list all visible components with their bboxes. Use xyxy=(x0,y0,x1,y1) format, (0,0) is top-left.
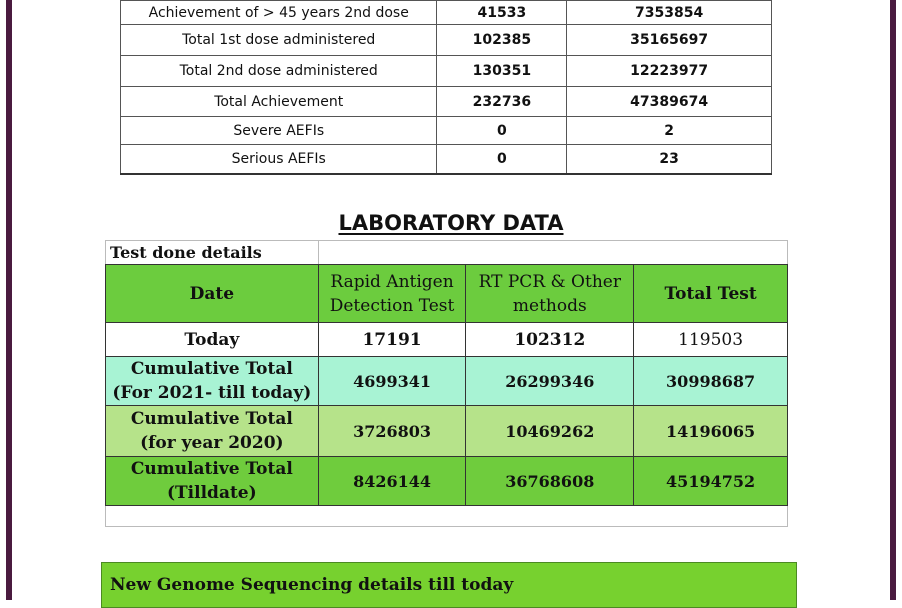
laboratory-data-title: LABORATORY DATA xyxy=(338,211,564,235)
header-total-test: Total Test xyxy=(634,265,788,323)
row-label-line1: Cumulative Total xyxy=(130,409,293,429)
table-row xyxy=(121,87,772,117)
table-row xyxy=(106,357,788,406)
table-row xyxy=(121,56,772,87)
row-label-line2: (for year 2020) xyxy=(140,433,284,453)
row-label: Severe AEFIs xyxy=(121,117,437,145)
today-value: 41533 xyxy=(437,1,567,25)
table-row xyxy=(121,1,772,25)
row-label xyxy=(106,406,319,457)
table-caption-row xyxy=(106,241,788,265)
cumulative-value: 7353854 xyxy=(567,1,772,25)
row-label: Total Achievement xyxy=(121,87,437,117)
total-value: 119503 xyxy=(634,323,788,357)
table-row xyxy=(121,117,772,145)
header-rapid-antigen: Rapid Antigen Detection Test xyxy=(318,265,466,323)
today-value: 130351 xyxy=(437,56,567,87)
total-value: 14196065 xyxy=(634,406,788,457)
rapid-value: 8426144 xyxy=(318,457,466,506)
row-label-line2: (Tilldate) xyxy=(166,483,257,503)
cumulative-value: 23 xyxy=(567,145,772,174)
row-label: Total 1st dose administered xyxy=(121,25,437,56)
row-label: Achievement of > 45 years 2nd dose xyxy=(121,1,437,25)
cumulative-value: 47389674 xyxy=(567,87,772,117)
rapid-value: 17191 xyxy=(318,323,466,357)
row-label xyxy=(106,357,319,406)
cumulative-value: 12223977 xyxy=(567,56,772,87)
page-border-left xyxy=(6,0,12,600)
header-date: Date xyxy=(106,265,319,323)
vaccination-table xyxy=(120,0,772,175)
total-value: 30998687 xyxy=(634,357,788,406)
row-label: Serious AEFIs xyxy=(121,145,437,174)
rtpcr-value: 102312 xyxy=(466,323,634,357)
table-row xyxy=(106,323,788,357)
today-value: 102385 xyxy=(437,25,567,56)
genome-sequencing-header: New Genome Sequencing details till today xyxy=(101,562,797,608)
table-row xyxy=(106,457,788,506)
rtpcr-value: 36768608 xyxy=(466,457,634,506)
rapid-value: 4699341 xyxy=(318,357,466,406)
table-row xyxy=(121,145,772,174)
test-done-details-caption: Test done details xyxy=(106,241,319,265)
rtpcr-value: 10469262 xyxy=(466,406,634,457)
row-label-line1: Cumulative Total xyxy=(130,459,293,479)
header-rt-pcr: RT PCR & Other methods xyxy=(466,265,634,323)
row-label: Total 2nd dose administered xyxy=(121,56,437,87)
table-row xyxy=(106,406,788,457)
rapid-value: 3726803 xyxy=(318,406,466,457)
blank-cell xyxy=(106,506,788,527)
rtpcr-value: 26299346 xyxy=(466,357,634,406)
today-value: 232736 xyxy=(437,87,567,117)
cumulative-value: 2 xyxy=(567,117,772,145)
total-value: 45194752 xyxy=(634,457,788,506)
table-blank-row xyxy=(106,506,788,527)
row-label xyxy=(106,457,319,506)
row-label-line2: (For 2021- till today) xyxy=(112,383,312,403)
caption-empty-cell xyxy=(318,241,787,265)
cumulative-value: 35165697 xyxy=(567,25,772,56)
table-row xyxy=(121,25,772,56)
page-border-right xyxy=(890,0,896,600)
row-label: Today xyxy=(106,323,319,357)
row-label-line1: Cumulative Total xyxy=(130,359,293,379)
table-header-row xyxy=(106,265,788,323)
today-value: 0 xyxy=(437,145,567,174)
today-value: 0 xyxy=(437,117,567,145)
laboratory-table xyxy=(105,240,788,527)
